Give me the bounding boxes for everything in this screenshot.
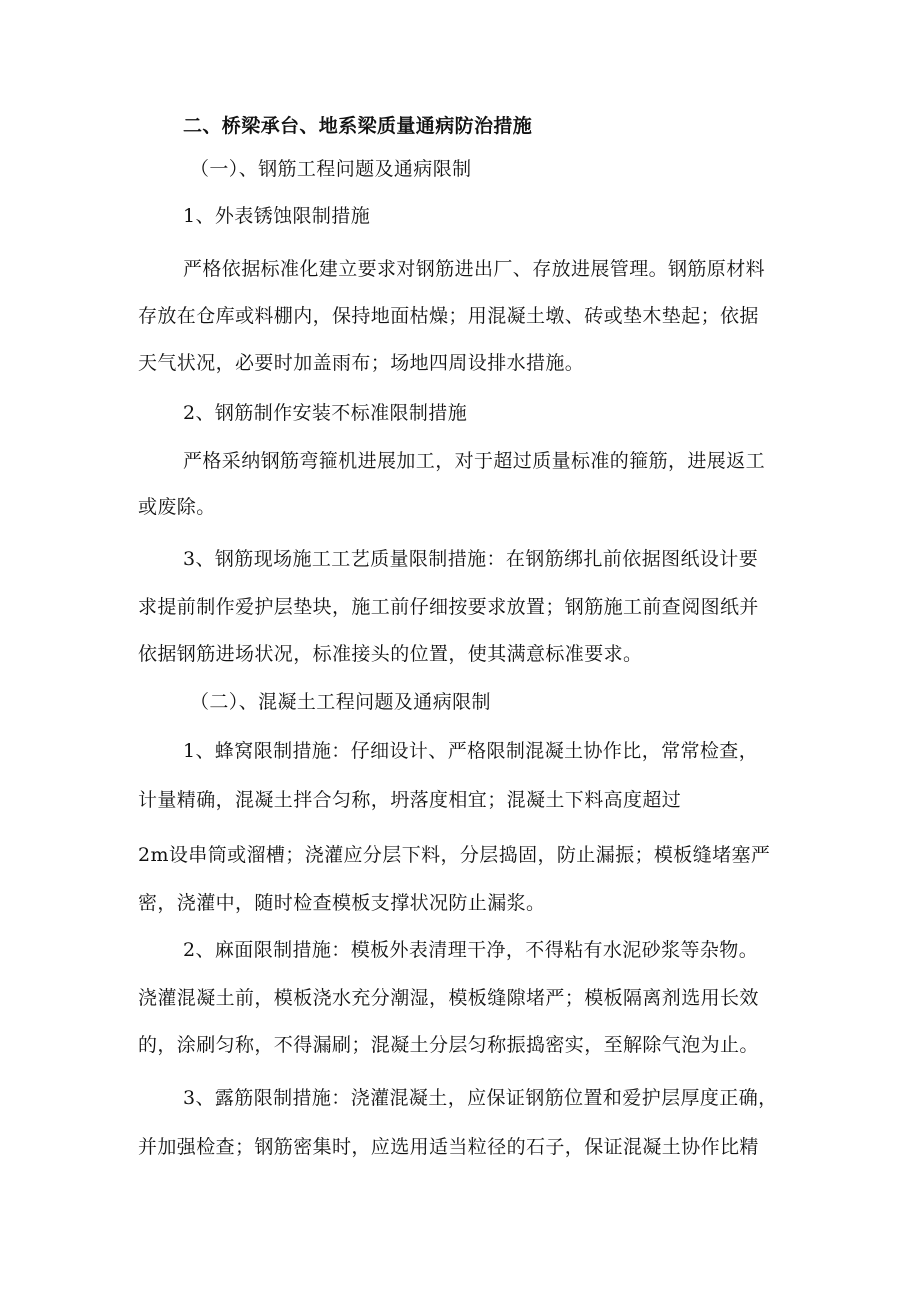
paragraph-line: 严格采纳钢筋弯箍机进展加工，对于超过质量标准的箍筋，进展返工 — [183, 450, 766, 472]
paragraph-line: 3、露筋限制措施：浇灌混凝土，应保证钢筋位置和爱护层厚度正确， — [183, 1087, 778, 1109]
paragraph-line: 天气状况，必要时加盖雨布；场地四周设排水措施。 — [138, 352, 585, 374]
paragraph-line: 存放在仓库或料棚内，保持地面枯燥；用混凝土墩、砖或垫木垫起；依据 — [138, 305, 759, 327]
paragraph-line: 求提前制作爱护层垫块，施工前仔细按要求放置；钢筋施工前查阅图纸并 — [138, 596, 759, 618]
paragraph-line: 依据钢筋进场状况，标准接头的位置，使其满意标准要求。 — [138, 643, 643, 665]
paragraph-line: 3、钢筋现场施工工艺质量限制措施：在钢筋绑扎前依据图纸设计要 — [183, 548, 759, 570]
paragraph-line: 严格依据标准化建立要求对钢筋进出厂、存放进展管理。钢筋原材料 — [183, 258, 766, 280]
paragraph-line: 2、麻面限制措施：模板外表清理干净，不得粘有水泥砂浆等杂物。 — [183, 939, 759, 961]
paragraph-line: 并加强检查；钢筋密集时，应选用适当粒径的石子，保证混凝土协作比精 — [138, 1136, 759, 1158]
section-title-rebar: （一）、钢筋工程问题及通病限制 — [190, 158, 472, 180]
paragraph-line: 1、蜂窝限制措施：仔细设计、严格限制混凝土协作比，常常检查， — [183, 740, 759, 762]
paragraph-line: 密，浇灌中，随时检查模板支撑状况防止漏浆。 — [138, 892, 546, 914]
paragraph-line: 计量精确，混凝土拌合匀称，坍落度相宜；混凝土下料高度超过 — [138, 789, 682, 811]
paragraph-line: 浇灌混凝土前，模板浇水充分潮湿，模板缝隙堵严；模板隔离剂选用长效 — [138, 987, 759, 1009]
paragraph-line: 的，涂刷匀称，不得漏刷；混凝土分层匀称振捣密实，至解除气泡为止。 — [138, 1034, 759, 1056]
paragraph-line: 2m设串筒或溜槽；浇灌应分层下料，分层捣固，防止漏振；模板缝堵塞严 — [138, 844, 771, 866]
item-title-surface-corrosion: 1、外表锈蚀限制措施 — [183, 205, 371, 227]
paragraph-line: 或废除。 — [138, 496, 216, 518]
section-title-concrete: （二）、混凝土工程问题及通病限制 — [190, 691, 491, 713]
item-title-rebar-installation: 2、钢筋制作安装不标准限制措施 — [183, 402, 468, 424]
document-heading: 二、桥梁承台、地系梁质量通病防治措施 — [183, 115, 533, 137]
